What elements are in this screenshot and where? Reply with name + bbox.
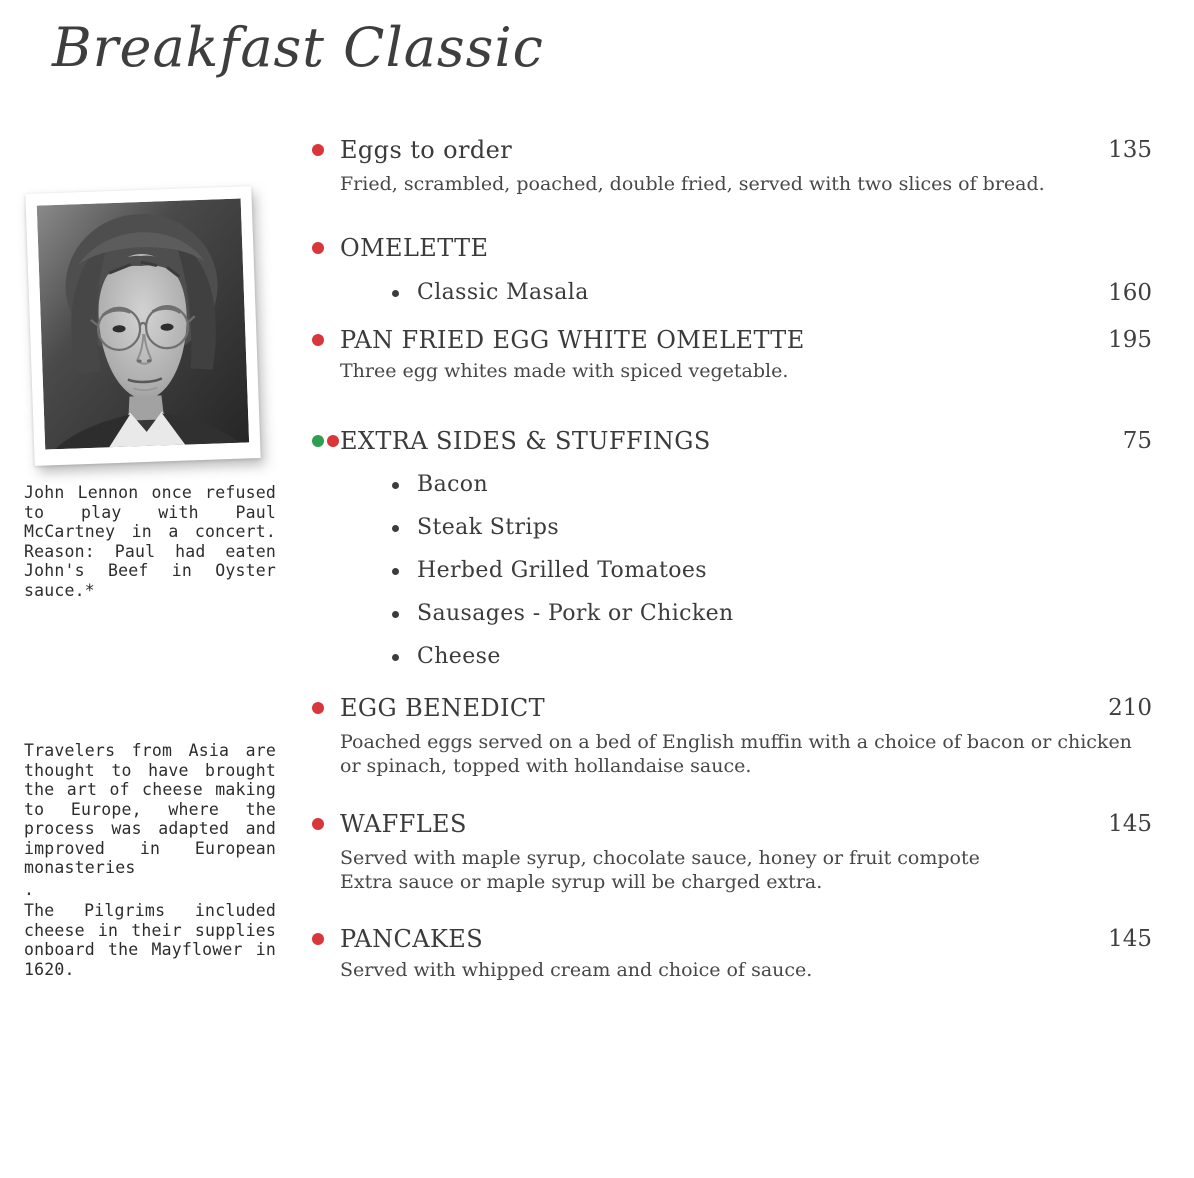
trivia-separator-dot: . xyxy=(24,879,35,899)
sub-bullet-icon xyxy=(392,654,399,661)
item-price: 145 xyxy=(1108,926,1152,952)
menu-subitem-cheese xyxy=(312,644,1152,670)
lennon-portrait-image xyxy=(37,199,249,450)
item-price: 195 xyxy=(1108,327,1152,353)
item-name: OMELETTE xyxy=(340,234,489,262)
menu-subitem-classic-masala xyxy=(312,280,1152,306)
item-name: PANCAKES xyxy=(340,925,484,953)
item-description: Poached eggs served on a bed of English muffin with a choice of bacon or chicken or spinach, topped with hollandaise sauce. xyxy=(340,731,1132,777)
sub-bullet-icon xyxy=(392,525,399,532)
item-name: Eggs to order xyxy=(340,136,513,164)
item-price: 160 xyxy=(1108,280,1152,306)
item-name: Sausages - Pork or Chicken xyxy=(417,601,734,626)
item-name: PAN FRIED EGG WHITE OMELETTE xyxy=(340,326,805,354)
item-description: Fried, scrambled, poached, double fried, served with two slices of bread. xyxy=(340,173,1045,195)
item-name: EXTRA SIDES & STUFFINGS xyxy=(340,427,711,455)
veg-indicator-dot xyxy=(312,435,324,447)
item-name: Cheese xyxy=(417,644,501,669)
menu-item-waffles xyxy=(312,810,1152,894)
non-veg-indicator-dot xyxy=(312,242,324,254)
trivia-text: Travelers from Asia are thought to have brought the art of cheese making to Europe, where the process was adapted and improved in European monasteries xyxy=(24,741,276,877)
menu-item-pan-fried-egg-white-omelette xyxy=(312,326,1152,383)
menu-subitem-steak-strips xyxy=(312,515,1152,541)
item-description: Three egg whites made with spiced vegetable. xyxy=(340,360,789,382)
non-veg-indicator-dot xyxy=(312,933,324,945)
item-price: 145 xyxy=(1108,811,1152,837)
non-veg-indicator-dot xyxy=(327,435,339,447)
trivia-note-lennon xyxy=(24,483,276,600)
menu-subitem-herbed-grilled-tomatoes xyxy=(312,558,1152,584)
menu-subitem-sausages xyxy=(312,601,1152,627)
menu-item-egg-benedict xyxy=(312,694,1152,778)
item-description: Served with whipped cream and choice of sauce. xyxy=(340,959,813,981)
item-name: Classic Masala xyxy=(417,280,589,305)
menu-subitem-bacon xyxy=(312,472,1152,498)
item-name: Bacon xyxy=(417,472,489,497)
item-name: Steak Strips xyxy=(417,515,560,540)
menu-item-pancakes xyxy=(312,925,1152,982)
item-price: 135 xyxy=(1108,137,1152,163)
item-name: EGG BENEDICT xyxy=(340,694,546,722)
menu-item-extra-sides-stuffings xyxy=(312,427,1152,455)
non-veg-indicator-dot xyxy=(312,334,324,346)
menu-item-omelette xyxy=(312,234,1152,262)
menu-list xyxy=(312,136,1152,982)
page-title: Breakfast Classic xyxy=(52,16,544,79)
trivia-text: The Pilgrims included cheese in their supplies onboard the Mayflower in 1620. xyxy=(24,901,276,979)
menu-item-eggs-to-order xyxy=(312,136,1152,196)
item-price: 210 xyxy=(1108,695,1152,721)
trivia-text: John Lennon once refused to play with Paul McCartney in a concert. Reason: Paul had eaten John's Beef in Oyster sauce.* xyxy=(24,483,276,600)
lennon-photo-frame xyxy=(25,186,260,466)
non-veg-indicator-dot xyxy=(312,702,324,714)
non-veg-indicator-dot xyxy=(312,818,324,830)
trivia-note-cheese xyxy=(24,741,276,979)
sub-bullet-icon xyxy=(392,482,399,489)
sub-bullet-icon xyxy=(392,568,399,575)
item-name: Herbed Grilled Tomatoes xyxy=(417,558,707,583)
non-veg-indicator-dot xyxy=(312,144,324,156)
item-description: Served with maple syrup, chocolate sauce, honey or fruit compote Extra sauce or maple syrup will be charged extra. xyxy=(340,847,980,893)
item-name: WAFFLES xyxy=(340,810,467,838)
sub-bullet-icon xyxy=(392,611,399,618)
item-price: 75 xyxy=(1122,428,1152,454)
sub-bullet-icon xyxy=(392,290,399,297)
